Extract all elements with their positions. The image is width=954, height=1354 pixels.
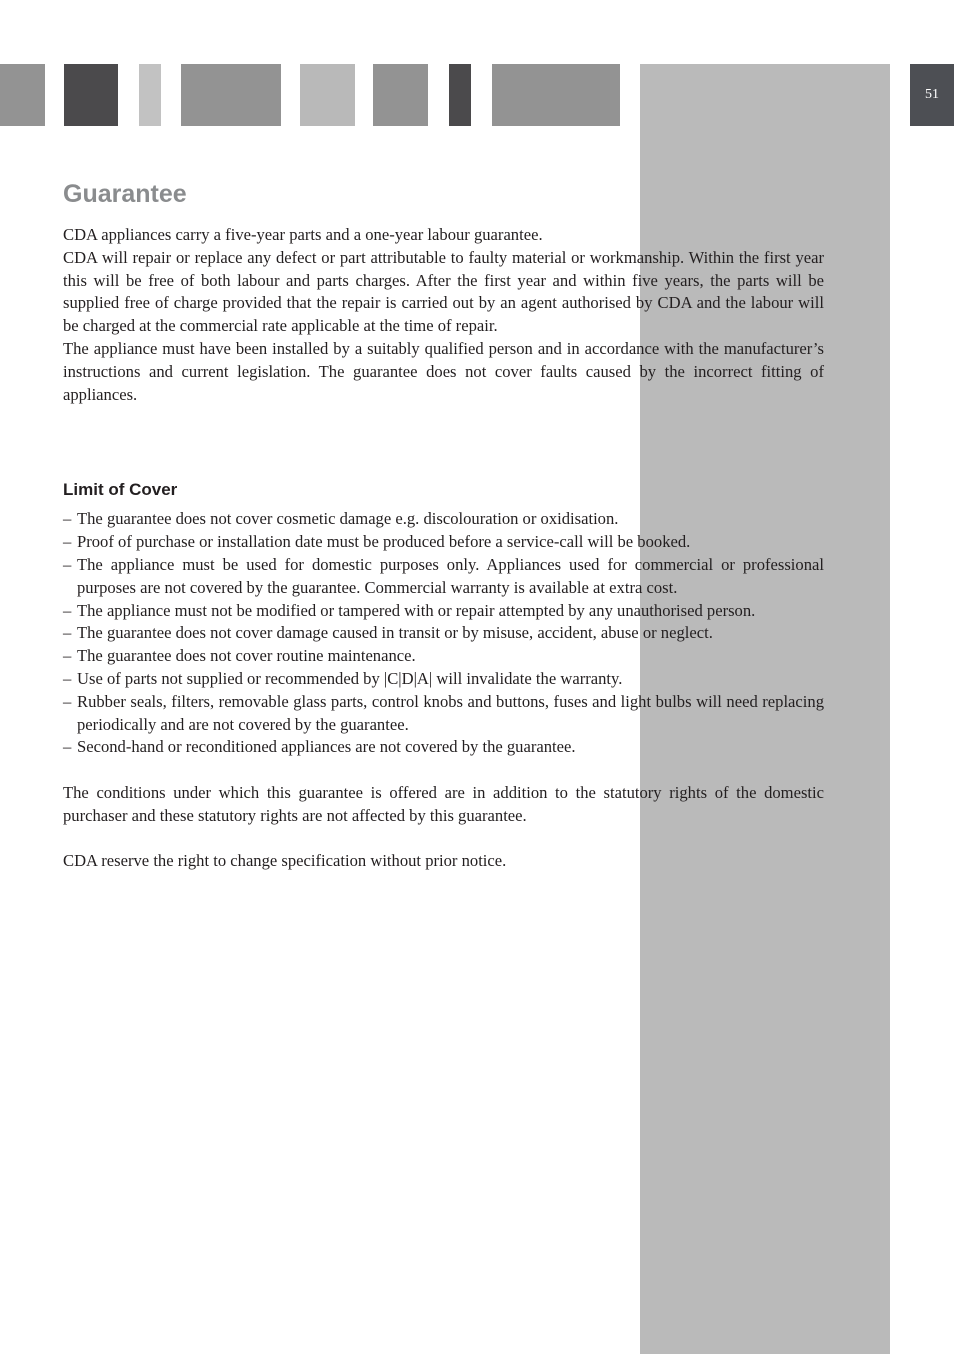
intro-paragraph: The appliance must have been installed by a suitably qualified person and in accordance with the manufacturer’s instructions and current legislation. The guarantee does not cover faults caused by the incorrect fitting of appliances.: [63, 338, 824, 404]
header-block: [373, 64, 428, 126]
header-block: [181, 64, 281, 126]
reserve-paragraph: CDA reserve the right to change specification without prior notice.: [63, 851, 507, 871]
list-item: – Proof of purchase or installation date must be produced before a service-call will be booked.: [63, 531, 824, 554]
intro-paragraph: CDA appliances carry a five-year parts and a one-year labour guarantee.: [63, 225, 543, 244]
list-item: – Use of parts not supplied or recommended by |C|D|A| will invalidate the warranty.: [63, 668, 824, 691]
header-block: [0, 64, 45, 126]
limit-of-cover-heading: Limit of Cover: [63, 480, 178, 500]
list-item: – The guarantee does not cover routine maintenance.: [63, 645, 824, 668]
conditions-paragraph: The conditions under which this guarantee is offered are in addition to the statutory rights of the domestic purchaser and these statutory rights are not affected by this guarantee.: [63, 782, 824, 825]
header-block: [492, 64, 620, 126]
list-item: – The guarantee does not cover damage caused in transit or by misuse, accident, abuse or neglect.: [63, 622, 824, 645]
list-item: – The appliance must not be modified or tampered with or repair attempted by any unauthorised person.: [63, 600, 824, 623]
list-item: – Second-hand or reconditioned appliances are not covered by the guarantee.: [63, 736, 824, 759]
header-block: [449, 64, 471, 126]
page-number: 51: [910, 64, 954, 126]
limit-of-cover-list: [63, 508, 824, 759]
intro-paragraph: CDA will repair or replace any defect or part attributable to faulty material or workmanship. Within the first year this will be free of both labour and parts charges. After the first year and within five years, the parts will be supplied free of charge provided that the repair is carried out by an agent authorised by CDA and the labour will be charged at the commercial rate applicable at the time of repair.: [63, 247, 824, 336]
header-block: [300, 64, 355, 126]
list-item: – The appliance must be used for domestic purposes only. Appliances used for commercial or professional purposes are not covered by the guarantee. Commercial warranty is available at extra cost.: [63, 554, 824, 600]
header-block: [139, 64, 161, 126]
list-item: – The guarantee does not cover cosmetic damage e.g. discolouration or oxidisation.: [63, 508, 824, 531]
page-title: Guarantee: [63, 180, 187, 208]
header-block: [64, 64, 118, 126]
list-item: – Rubber seals, filters, removable glass parts, control knobs and buttons, fuses and light bulbs will need replacing periodically and are not covered by the guarantee.: [63, 691, 824, 737]
guarantee-content: [63, 176, 824, 873]
